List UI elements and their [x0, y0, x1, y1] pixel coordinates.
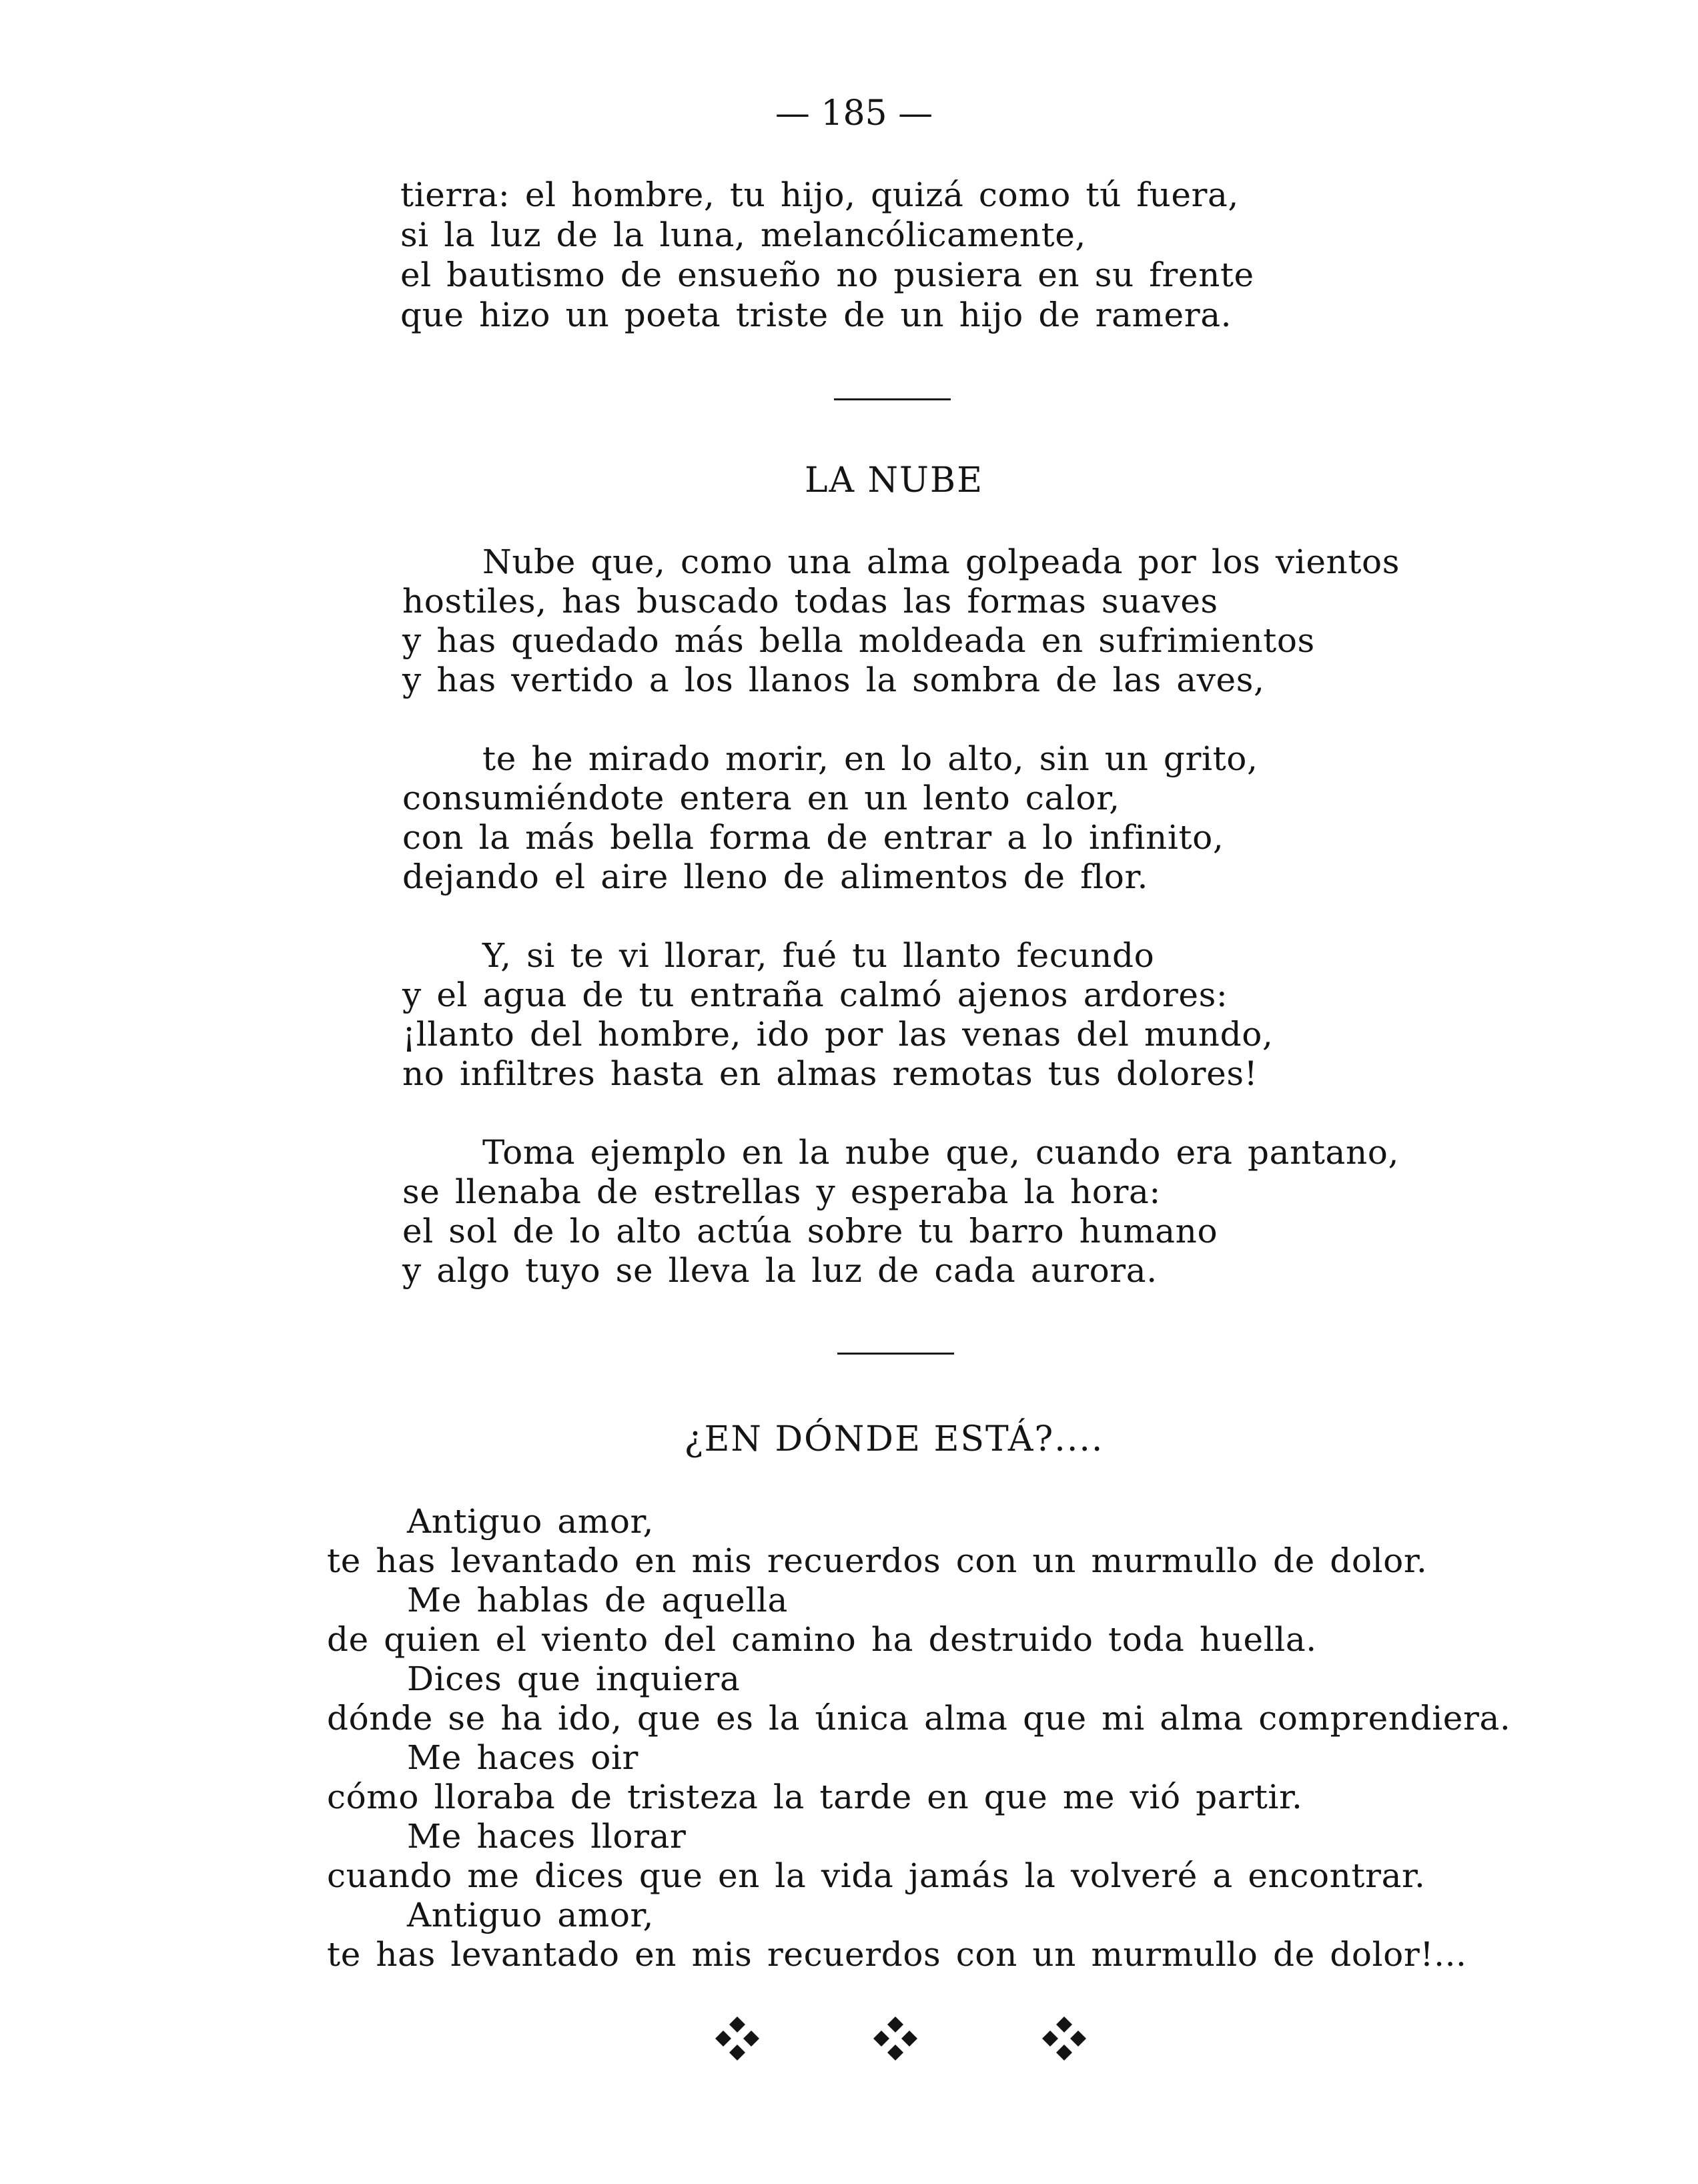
- poem-line: y el agua de tu entraña calmó ajenos ardores:: [402, 976, 1228, 1014]
- four-diamond-fleuron-icon: [1041, 2015, 1088, 2062]
- end-ornaments: [701, 2009, 1101, 2075]
- poem-line: no infiltres hasta en almas remotas tus dolores!: [402, 1054, 1258, 1093]
- poem-line: el bautismo de ensueño no pusiera en su frente: [400, 256, 1254, 294]
- poem-title: ¿EN DÓNDE ESTÁ?....: [684, 1419, 1104, 1459]
- poem-line: hostiles, has buscado todas las formas suaves: [402, 582, 1218, 621]
- page-number: — 185 —: [775, 93, 933, 133]
- poem-line: Dices que inquiera: [407, 1660, 741, 1698]
- poem-line: Me haces oir: [407, 1738, 639, 1777]
- poem-line: te has levantado en mis recuerdos con un murmullo de dolor!...: [327, 1935, 1467, 1974]
- poem-line: que hizo un poeta triste de un hijo de ramera.: [400, 296, 1232, 334]
- poem-line: y algo tuyo se lleva la luz de cada aurora.: [402, 1251, 1158, 1290]
- poem-line: Me hablas de aquella: [407, 1581, 788, 1619]
- poem-line: Y, si te vi llorar, fué tu llanto fecundo: [482, 936, 1155, 975]
- poem-line: con la más bella forma de entrar a lo infinito,: [402, 818, 1224, 857]
- poem-line: consumiéndote entera en un lento calor,: [402, 779, 1120, 817]
- poem-line: dónde se ha ido, que es la única alma que mi alma comprendiera.: [327, 1699, 1511, 1738]
- poem-line: Me haces llorar: [407, 1817, 687, 1856]
- poem-line: Antiguo amor,: [407, 1502, 655, 1541]
- poem-line: Antiguo amor,: [407, 1896, 655, 1934]
- poem-line: ¡llanto del hombre, ido por las venas del mundo,: [402, 1015, 1274, 1054]
- poem-line: se llenaba de estrellas y esperaba la hora:: [402, 1172, 1161, 1211]
- poem-line: te has levantado en mis recuerdos con un murmullo de dolor.: [327, 1541, 1428, 1580]
- poem-line: cuando me dices que en la vida jamás la volveré a encontrar.: [327, 1856, 1426, 1895]
- poem-line: de quien el viento del camino ha destruido toda huella.: [327, 1620, 1317, 1659]
- poem-line: y has vertido a los llanos la sombra de las aves,: [402, 661, 1265, 699]
- poem-line: te he mirado morir, en lo alto, sin un grito,: [482, 739, 1258, 778]
- poem-line: el sol de lo alto actúa sobre tu barro humano: [402, 1212, 1218, 1250]
- poem-line: si la luz de la luna, melancólicamente,: [400, 216, 1086, 254]
- poem-title: LA NUBE: [804, 460, 984, 500]
- four-diamond-fleuron-icon: [714, 2015, 761, 2062]
- poem-line: y has quedado más bella moldeada en sufrimientos: [402, 621, 1315, 660]
- poem-line: dejando el aire lleno de alimentos de flor.: [402, 857, 1148, 896]
- section-divider: [837, 1353, 954, 1355]
- poem-line: cómo lloraba de tristeza la tarde en que me vió partir.: [327, 1778, 1303, 1816]
- poem-line: Toma ejemplo en la nube que, cuando era pantano,: [482, 1133, 1399, 1172]
- poem-line: Nube que, como una alma golpeada por los vientos: [482, 542, 1400, 581]
- poem-line: tierra: el hombre, tu hijo, quizá como tú fuera,: [400, 175, 1239, 214]
- section-divider: [834, 398, 951, 400]
- four-diamond-fleuron-icon: [872, 2015, 919, 2062]
